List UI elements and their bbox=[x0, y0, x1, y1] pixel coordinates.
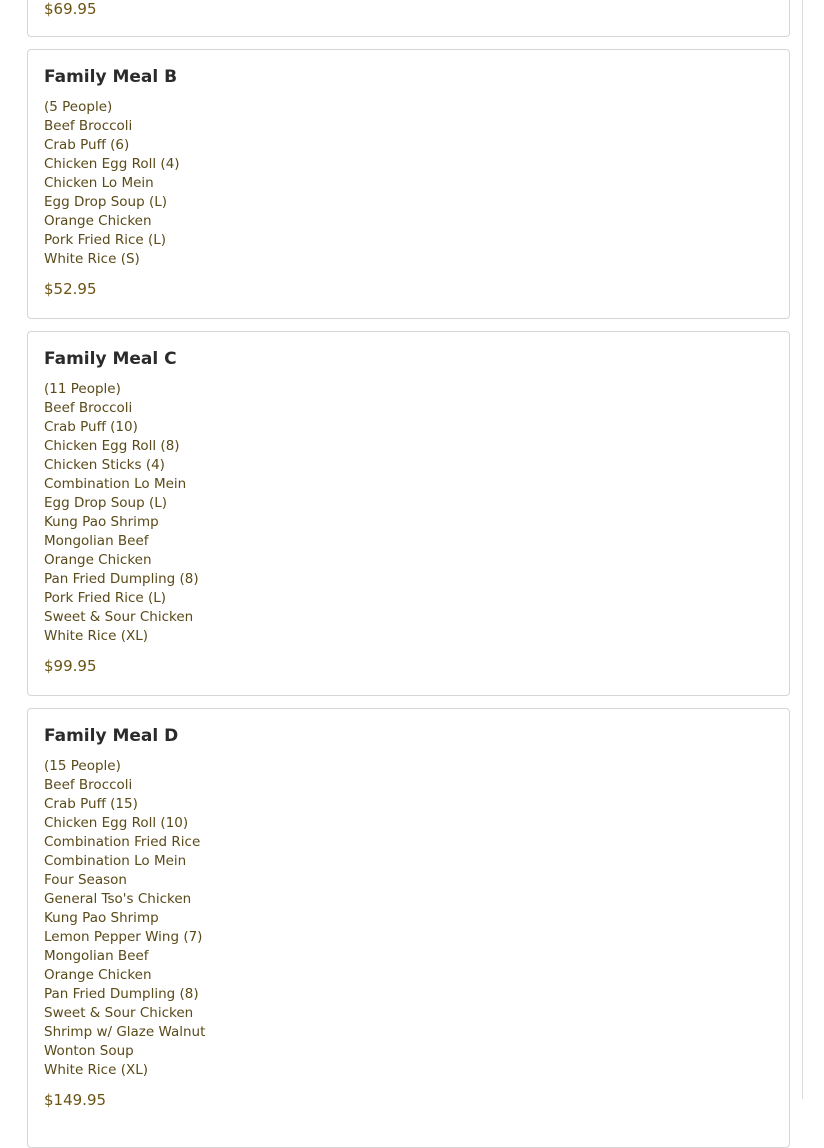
item-title: Family Meal C bbox=[44, 349, 177, 369]
description-line: Kung Pao Shrimp bbox=[44, 514, 159, 530]
description-line: Egg Drop Soup (L) bbox=[44, 495, 168, 511]
item-price: $99.95 bbox=[44, 657, 97, 675]
description-line: Pork Fried Rice (L) bbox=[44, 590, 167, 606]
description-line: Beef Broccoli bbox=[44, 400, 133, 416]
description-line: Combination Lo Mein bbox=[44, 476, 187, 492]
description-line: Combination Fried Rice bbox=[44, 834, 201, 850]
description-line: Pork Fried Rice (L) bbox=[44, 232, 167, 248]
description-line: Sweet & Sour Chicken bbox=[44, 1005, 194, 1021]
description-line: Beef Broccoli bbox=[44, 777, 133, 793]
description-line: (11 People) bbox=[44, 381, 121, 397]
description-line: Mongolian Beef bbox=[44, 533, 149, 549]
description-line: Shrimp w/ Glaze Walnut bbox=[44, 1024, 206, 1040]
item-description bbox=[44, 98, 773, 269]
description-line: Chicken Egg Roll (4) bbox=[44, 156, 180, 172]
description-line: Four Season bbox=[44, 872, 127, 888]
item-price: $149.95 bbox=[44, 1091, 107, 1109]
item-description bbox=[44, 380, 773, 646]
description-line: Wonton Soup bbox=[44, 1043, 134, 1059]
description-line: Orange Chicken bbox=[44, 552, 152, 568]
item-price: $69.95 bbox=[44, 0, 97, 18]
description-line: White Rice (S) bbox=[44, 251, 140, 267]
description-line: Pan Fried Dumpling (8) bbox=[44, 571, 199, 587]
description-line: Beef Broccoli bbox=[44, 118, 133, 134]
menu-item-card[interactable] bbox=[27, 0, 790, 37]
description-line: Crab Puff (6) bbox=[44, 137, 130, 153]
description-line: Orange Chicken bbox=[44, 967, 152, 983]
description-line: Pan Fried Dumpling (8) bbox=[44, 986, 199, 1002]
description-line: (15 People) bbox=[44, 758, 121, 774]
item-description bbox=[44, 757, 773, 1080]
description-line: Egg Drop Soup (L) bbox=[44, 194, 168, 210]
description-line: Sweet & Sour Chicken bbox=[44, 609, 194, 625]
description-line: Chicken Egg Roll (8) bbox=[44, 438, 180, 454]
description-line: Lemon Pepper Wing (7) bbox=[44, 929, 203, 945]
description-line: General Tso's Chicken bbox=[44, 891, 192, 907]
menu-item-card-family-meal-c[interactable] bbox=[27, 331, 790, 696]
item-title: Family Meal B bbox=[44, 67, 178, 87]
description-line: Crab Puff (10) bbox=[44, 419, 138, 435]
description-line: (5 People) bbox=[44, 99, 113, 115]
item-price: $52.95 bbox=[44, 280, 97, 298]
description-line: Kung Pao Shrimp bbox=[44, 910, 159, 926]
description-line: Mongolian Beef bbox=[44, 948, 149, 964]
description-line: Chicken Lo Mein bbox=[44, 175, 154, 191]
page-divider bbox=[802, 0, 803, 1099]
description-line: Combination Lo Mein bbox=[44, 853, 187, 869]
description-line: Orange Chicken bbox=[44, 213, 152, 229]
description-line: White Rice (XL) bbox=[44, 1062, 148, 1078]
description-line: Chicken Egg Roll (10) bbox=[44, 815, 189, 831]
description-line: White Rice (XL) bbox=[44, 628, 148, 644]
description-line: Chicken Sticks (4) bbox=[44, 457, 165, 473]
menu-item-card-family-meal-b[interactable] bbox=[27, 49, 790, 319]
menu-item-card-family-meal-d[interactable] bbox=[27, 708, 790, 1148]
description-line: Crab Puff (15) bbox=[44, 796, 138, 812]
item-title: Family Meal D bbox=[44, 726, 179, 746]
